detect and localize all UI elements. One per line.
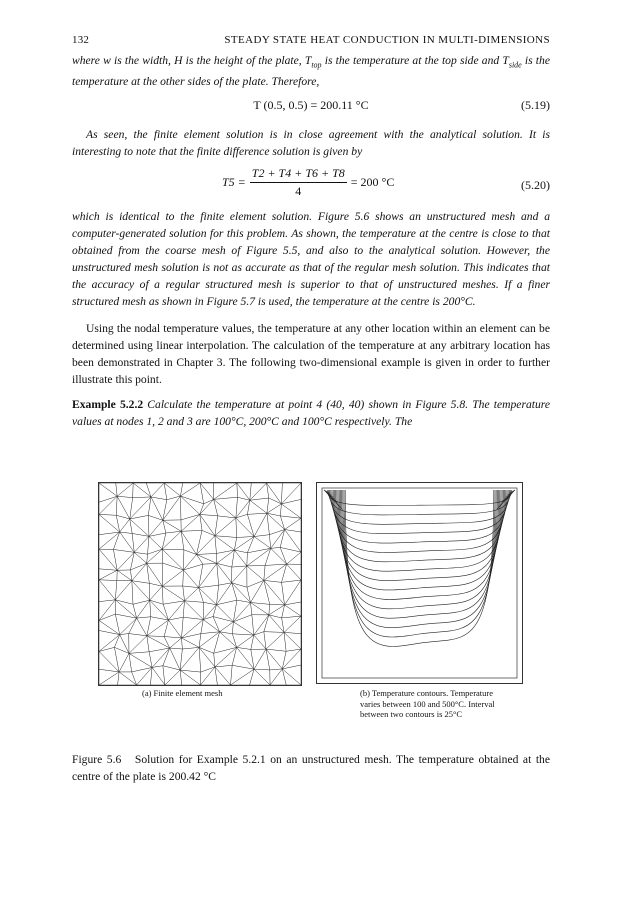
page [72,34,550,430]
equation-denominator: 4 [295,184,302,199]
page-number: 132 [72,34,90,46]
paragraph-3: which is identical to the finite element solution. Figure 5.6 shows an unstructured mesh and a computer-generated solution for this problem. As shown, the temperature at the centre is close to that obtained from the coarse mesh of Figure 5.5, and also to the analytical solution. However, the unstructured mesh solution is not as accurate as that of the regular mesh solution. This indicates that the accuracy of a regular structured mesh is superior to that of unstructured meshes. If a finer structured mesh as shown in Figure 5.7 is used, the temperature at the centre is 200°C. [72,210,550,309]
figure-5-6 [98,482,523,719]
caption-a: (a) Finite element mesh [142,688,223,698]
running-header [72,34,550,46]
equation-5-20 [72,166,550,204]
running-title: STEADY STATE HEAT CONDUCTION IN MULTI-DIMENSIONS [224,34,550,46]
equation-lhs: T5 = [222,175,246,190]
equation-number: (5.19) [521,98,550,113]
figure-caption-text: Solution for Example 5.2.1 on an unstructured mesh. The temperature obtained at the centre of the plate is 200.42 °C [72,753,550,783]
paragraph-4: Using the nodal temperature values, the temperature at any other location within an element can be determined using linear interpolation. The calculation of the temperature at any arbitrary location has been demonstrated in Chapter 3. The following two-dimensional example is given in order to further illustrate this point. [72,322,550,387]
equation-numerator: T2 + T4 + T6 + T8 [250,166,347,183]
caption-b: (b) Temperature contours. Temperature varies between 100 and 500°C. Interval between two contours is 25°C [360,688,495,719]
example-label: Example 5.2.2 [72,398,144,412]
paragraph-2: As seen, the finite element solution is in close agreement with the analytical solution. It is interesting to note that the finite difference solution is given by [72,128,550,159]
temperature-contours-image [316,482,523,684]
equation-expression: T (0.5, 0.5) = 200.11 °C [253,98,369,113]
equation-number: (5.20) [521,178,550,193]
paragraph-5: Example 5.2.2 Calculate the temperature at point 4 (40, 40) shown in Figure 5.8. The temperature values at nodes 1, 2 and 3 are 100°C, 200°C and 100°C respectively. The [72,398,550,429]
equation-5-19 [72,94,550,120]
paragraph-1: where w is the width, H is the height of the plate, $T_{top}$ is the temperature at the top side and $T_{side}$ is the temperature at the other sides of the plate. Therefore, [72,54,550,89]
finite-element-mesh-image [98,482,302,686]
equation-rhs: = 200 °C [350,175,395,190]
figure-label: Figure 5.6 [72,753,122,766]
figure-caption [72,751,550,785]
